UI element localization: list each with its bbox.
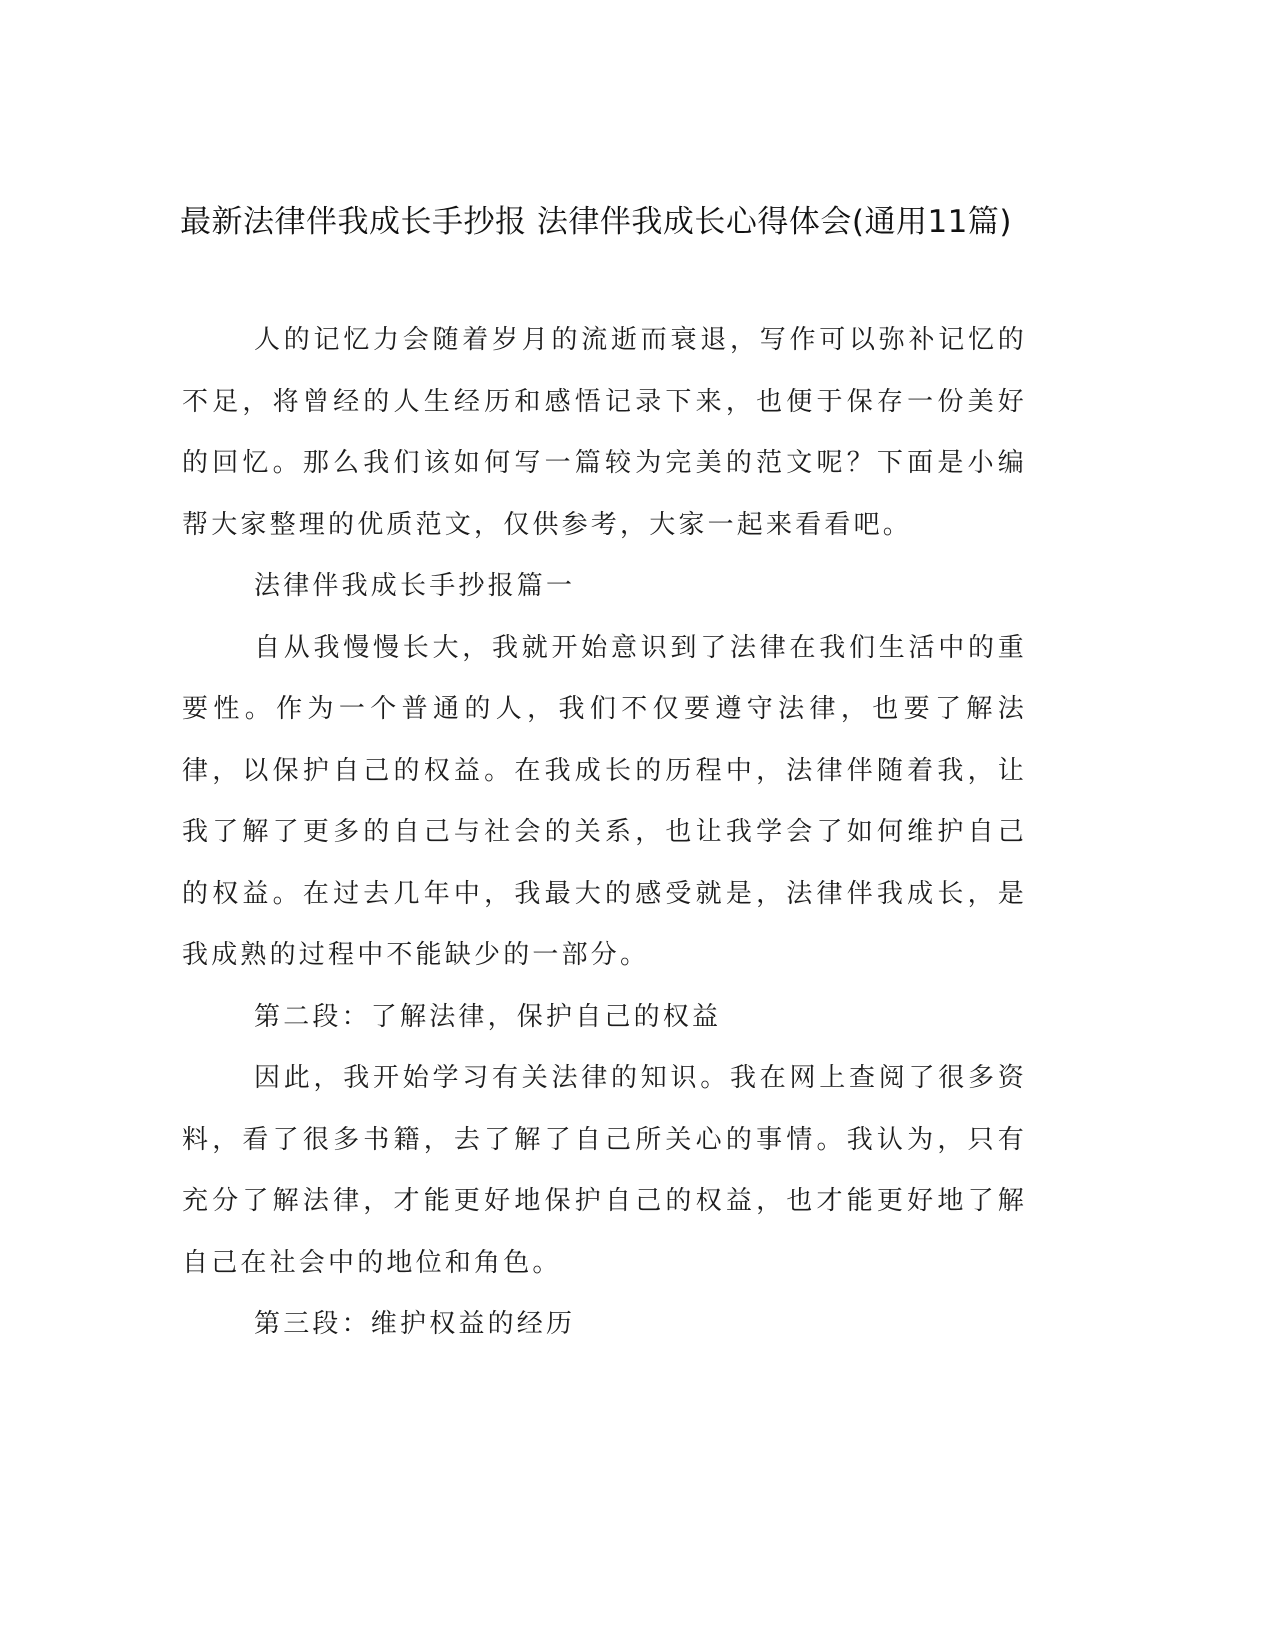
part2-paragraph: 因此，我开始学习有关法律的知识。我在网上查阅了很多资料，看了很多书籍，去了解了自己所关心的事情。我认为，只有充分了解法律，才能更好地保护自己的权益，也才能更好地了解自己在社会中的地位和角色。 [182,1063,1027,1278]
document-body [182,310,1027,1356]
section1-heading: 法律伴我成长手抄报篇一 [254,571,576,601]
part3-heading: 第三段：维护权益的经历 [254,1309,576,1339]
section1-paragraph: 自从我慢慢长大，我就开始意识到了法律在我们生活中的重要性。作为一个普通的人，我们不仅要遵守法律，也要了解法律，以保护自己的权益。在我成长的历程中，法律伴随着我，让我了解了更多的自己与社会的关系，也让我学会了如何维护自己的权益。在过去几年中，我最大的感受就是，法律伴我成长，是我成熟的过程中不能缺少的一部分。 [182,632,1027,970]
document-title: 最新法律伴我成长手抄报 法律伴我成长心得体会(通用11篇) [180,204,1012,240]
intro-paragraph: 人的记忆力会随着岁月的流逝而衰退，写作可以弥补记忆的不足，将曾经的人生经历和感悟记录下来，也便于保存一份美好的回忆。那么我们该如何写一篇较为完美的范文呢？下面是小编帮大家整理的优质范文，仅供参考，大家一起来看看吧。 [182,325,1027,540]
part2-heading: 第二段：了解法律，保护自己的权益 [254,1001,722,1032]
